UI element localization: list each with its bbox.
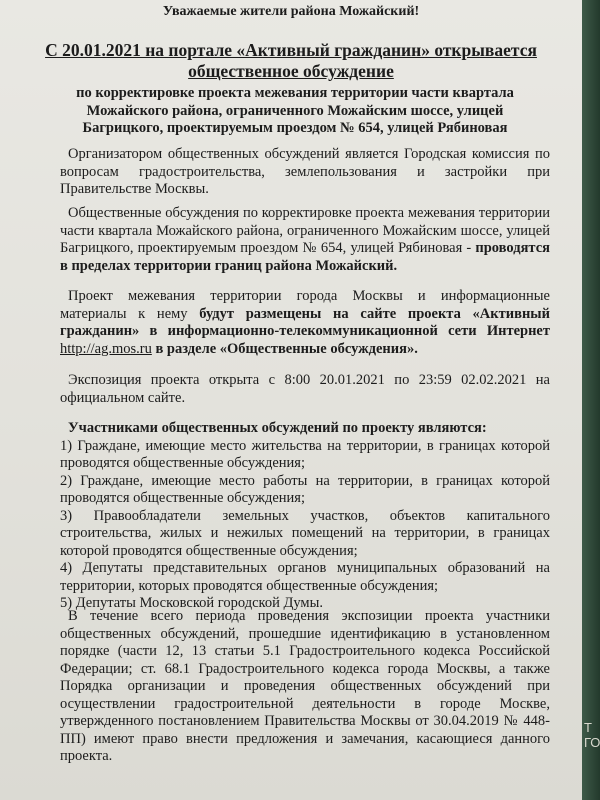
- paragraph-proposals: [60, 608, 550, 766]
- participant-item-3: 3) Правообладатели земельных участков, объектов капитального строительства, жилых и нежилых помещений на территории, в границах которой проводятся общественные обсуждения;: [60, 507, 550, 559]
- paragraph-materials: [60, 288, 550, 358]
- paragraph-materials-bold-2: в разделе «Общественные обсуждения».: [151, 340, 418, 357]
- participant-item-5: 5) Депутаты Московской городской Думы.: [60, 595, 323, 611]
- background-board: [582, 0, 600, 800]
- title-line-2: общественное обсуждение: [188, 61, 394, 81]
- notice-subtitle: по корректировке проекта межевания территории части квартала Можайского района, ограниченного Можайским шоссе, улицей Багрицкого, проектируемым проездом № 654, улицей Рябиновая: [76, 85, 514, 136]
- paragraph-organizer-text: Организатором общественных обсуждений является Городская комиссия по вопросам градостроительства, землепользования и застройки при Правительстве Москвы.: [60, 146, 550, 197]
- paragraph-scope-bold: проводятся в пределах территории границ района Можайский.: [60, 240, 550, 274]
- paragraph-exposition: [60, 372, 550, 407]
- title-line-1: С 20.01.2021 на портале «Активный гражданин» открывается: [45, 40, 537, 60]
- participants-heading: Участниками общественных обсуждений по проекту являются:: [68, 420, 487, 436]
- participant-item-1: 1) Граждане, имеющие место жительства на территории, в границах которой проводятся общественные обсуждения;: [60, 437, 550, 471]
- paragraph-scope-text: Общественные обсуждения по корректировке проекта межевания территории части квартала Можайского района, ограниченного Можайским шоссе, улицей Багрицкого, проектируемым проездом № 654, улицей Рябиновая -: [60, 205, 550, 256]
- paragraph-materials-bold: будут размещены на сайте проекта «Активный гражданин» в информационно-телекоммуникационной сети Интернет: [60, 305, 550, 339]
- paragraph-proposals-text: В течение всего периода проведения экспозиции проекта участники общественных обсуждений, прошедшие идентификацию в установленном порядке (части 12, 13 статьи 5.1 Градостроительного кодекса Российской Федерации; ст. 68.1 Градостроительного кодекса города Москвы, а также Порядка организации и проведения общественных обсуждений при осуществлении градостроительной деятельности в городе Москве, утвержденного постановлением Правительства Москвы от 30.04.2019 № 448-ПП) имеют право внести предложения и замечания, касающиеся данного проекта.: [60, 608, 550, 764]
- notice-title: [34, 40, 548, 82]
- participant-item-4: 4) Депутаты представительных органов муниципальных образований на территории, которых проводятся общественные обсуждения;: [60, 560, 550, 594]
- paragraph-scope: [60, 205, 550, 275]
- paragraph-materials-text: Проект межевания территории города Москвы и информационные материалы к нему: [60, 288, 550, 322]
- background-sign-text: Т ГО: [584, 720, 600, 750]
- salutation: Уважаемые жители района Можайский!: [162, 4, 420, 19]
- participants-section: [60, 420, 550, 613]
- paragraph-exposition-text: Экспозиция проекта открыта с 8:00 20.01.2021 по 23:59 02.02.2021 на официальном сайте.: [60, 372, 550, 406]
- paragraph-organizer: [60, 146, 550, 199]
- participant-item-2: 2) Граждане, имеющие место работы на территории, в границах которой проводятся общественные обсуждения;: [60, 472, 550, 506]
- ag-mos-link[interactable]: http://ag.mos.ru: [60, 340, 152, 357]
